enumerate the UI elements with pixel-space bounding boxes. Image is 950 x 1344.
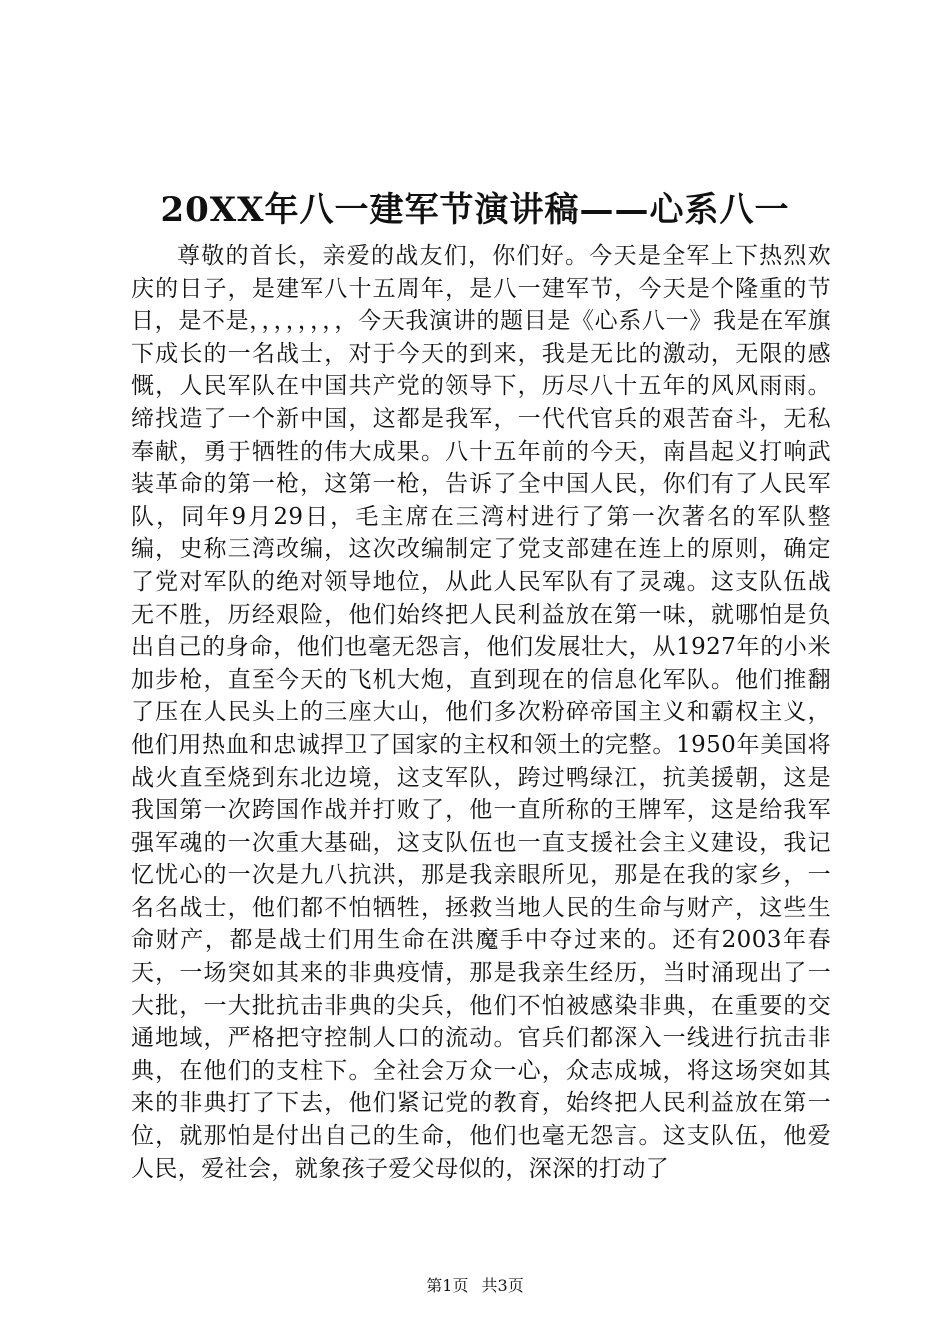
page-footer (0, 1275, 950, 1297)
page-number: 第1页 (426, 1276, 469, 1295)
speech-body-paragraph: 尊敬的首长，亲爱的战友们，你们好。今天是全军上下热烈欢庆的日子，是建军八十五周年，是八一建军节，今天是个隆重的节日，是不是，，，，，，，，今天我演讲的题目是《心系八一》我是在军旗下成长的一名战士，对于今天的到来，我是无比的激动，无限的感慨，人民军队在中国共产党的领导下，历尽八十五年的风风雨雨。缔找造了一个新中国，这都是我军，一代代官兵的艰苦奋斗，无私奉献，勇于牺牲的伟大成果。八十五年前的今天，南昌起义打响武装革命的第一枪，这第一枪，告诉了全中国人民，你们有了人民军队，同年9月29日，毛主席在三湾村进行了第一次著名的军队整编，史称三湾改编，这次改编制定了党支部建在连上的原则，确定了党对军队的绝对领导地位，从此人民军队有了灵魂。这支队伍战无不胜，历经艰险，他们始终把人民利益放在第一味，就哪怕是负出自己的身命，他们也毫无怨言，他们发展壮大，从1927年的小米加步枪，直至今天的飞机大炮，直到现在的信息化军队。他们推翻了压在人民头上的三座大山，他们多次粉碎帝国主义和霸权主义，他们用热血和忠诚捍卫了国家的主权和领土的完整。1950年美国将战火直至烧到东北边境，这支军队，跨过鸭绿江，抗美援朝，这是我国第一次跨国作战并打败了，他一直所称的王牌军，这是给我军强军魂的一次重大基础，这支队伍也一直支援社会主义建设，我记忆忧心的一次是九八抗洪，那是我亲眼所见，那是在我的家乡，一名名战士，他们都不怕牺牲，拯救当地人民的生命与财产，这些生命财产，都是战士们用生命在洪魔手中夺过来的。还有2003年春天，一场突如其来的非典疫情，那是我亲生经历，当时涌现出了一大批，一大批抗击非典的尖兵，他们不怕被感染非典，在重要的交通地域，严格把守控制人口的流动。官兵们都深入一线进行抗击非典，在他们的支柱下。全社会万众一心，众志成城，将这场突如其来的非典打了下去，他们紧记党的教育，始终把人民利益放在第一位，就那怕是付出自己的生命，他们也毫无怨言。这支队伍，他爱人民，爱社会，就象孩子爱父母似的，深深的打动了 (131, 243, 831, 1182)
document-title: 20XX年八一建军节演讲稿——心系八一 (160, 190, 790, 230)
page-total: 共3页 (481, 1276, 524, 1295)
